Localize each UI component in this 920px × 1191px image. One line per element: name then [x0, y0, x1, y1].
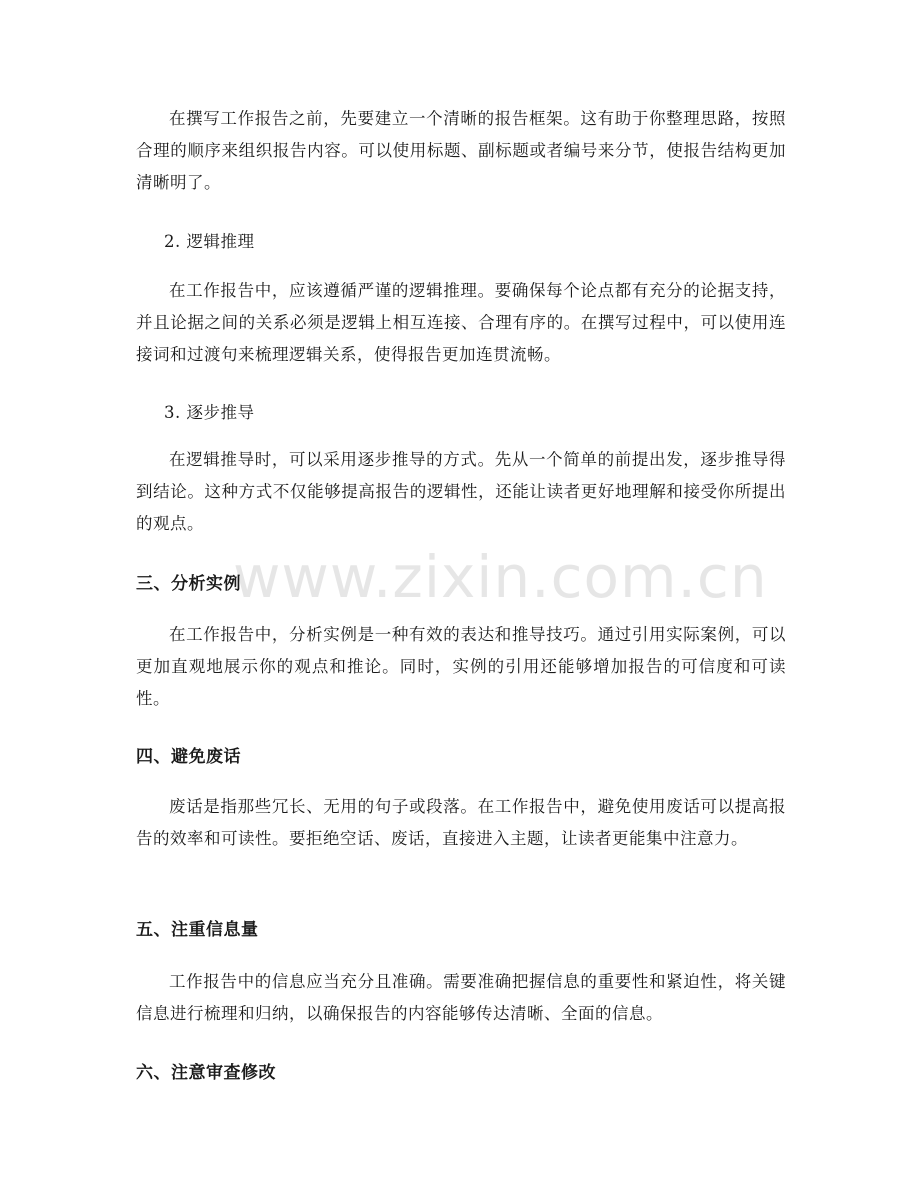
section-heading-examples [136, 568, 786, 600]
section-heading-information [136, 914, 786, 946]
section-heading: 五、注重信息量 [136, 920, 259, 940]
paragraph-text: 在工作报告中，应该遵循严谨的逻辑推理。要确保每个论点都有充分的论据支持，并且论据之间的关系必须是逻辑上相互连接、合理有序的。在撰写过程中，可以使用连接词和过渡句来梳理逻辑关系，使得报告更加连贯流畅。 [136, 281, 786, 364]
section-heading: 三、分析实例 [136, 574, 241, 594]
paragraph-text: 在逻辑推导时，可以采用逐步推导的方式。先从一个简单的前提出发，逐步推导得到结论。这种方式不仅能够提高报告的逻辑性，还能让读者更好地理解和接受你所提出的观点。 [136, 450, 786, 533]
paragraph-information [136, 966, 786, 1030]
section-heading-avoid-filler [136, 741, 786, 773]
section-heading-review [136, 1057, 786, 1089]
subheading-derivation [136, 397, 786, 429]
subheading-text: 2. 逻辑推理 [164, 232, 255, 251]
paragraph-examples [136, 619, 786, 715]
section-heading: 四、避免废话 [136, 747, 241, 767]
section-heading: 六、注意审查修改 [136, 1063, 276, 1083]
paragraph-logic [136, 275, 786, 371]
paragraph-framework [136, 103, 786, 199]
paragraph-text: 工作报告中的信息应当充分且准确。需要准确把握信息的重要性和紧迫性，将关键信息进行梳理和归纳，以确保报告的内容能够传达清晰、全面的信息。 [136, 972, 786, 1023]
subheading-logic [136, 226, 786, 258]
paragraph-text: 废话是指那些冗长、无用的句子或段落。在工作报告中，避免使用废话可以提高报告的效率和可读性。要拒绝空话、废话，直接进入主题，让读者更能集中注意力。 [136, 797, 786, 848]
paragraph-avoid-filler [136, 791, 786, 855]
subheading-text: 3. 逐步推导 [164, 403, 255, 422]
paragraph-text: 在撰写工作报告之前，先要建立一个清晰的报告框架。这有助于你整理思路，按照合理的顺序来组织报告内容。可以使用标题、副标题或者编号来分节，使报告结构更加清晰明了。 [136, 109, 786, 192]
paragraph-derivation [136, 444, 786, 540]
watermark: www.zixin.com.cn [233, 543, 768, 611]
paragraph-text: 在工作报告中，分析实例是一种有效的表达和推导技巧。通过引用实际案例，可以更加直观地展示你的观点和推论。同时，实例的引用还能够增加报告的可信度和可读性。 [136, 625, 786, 708]
